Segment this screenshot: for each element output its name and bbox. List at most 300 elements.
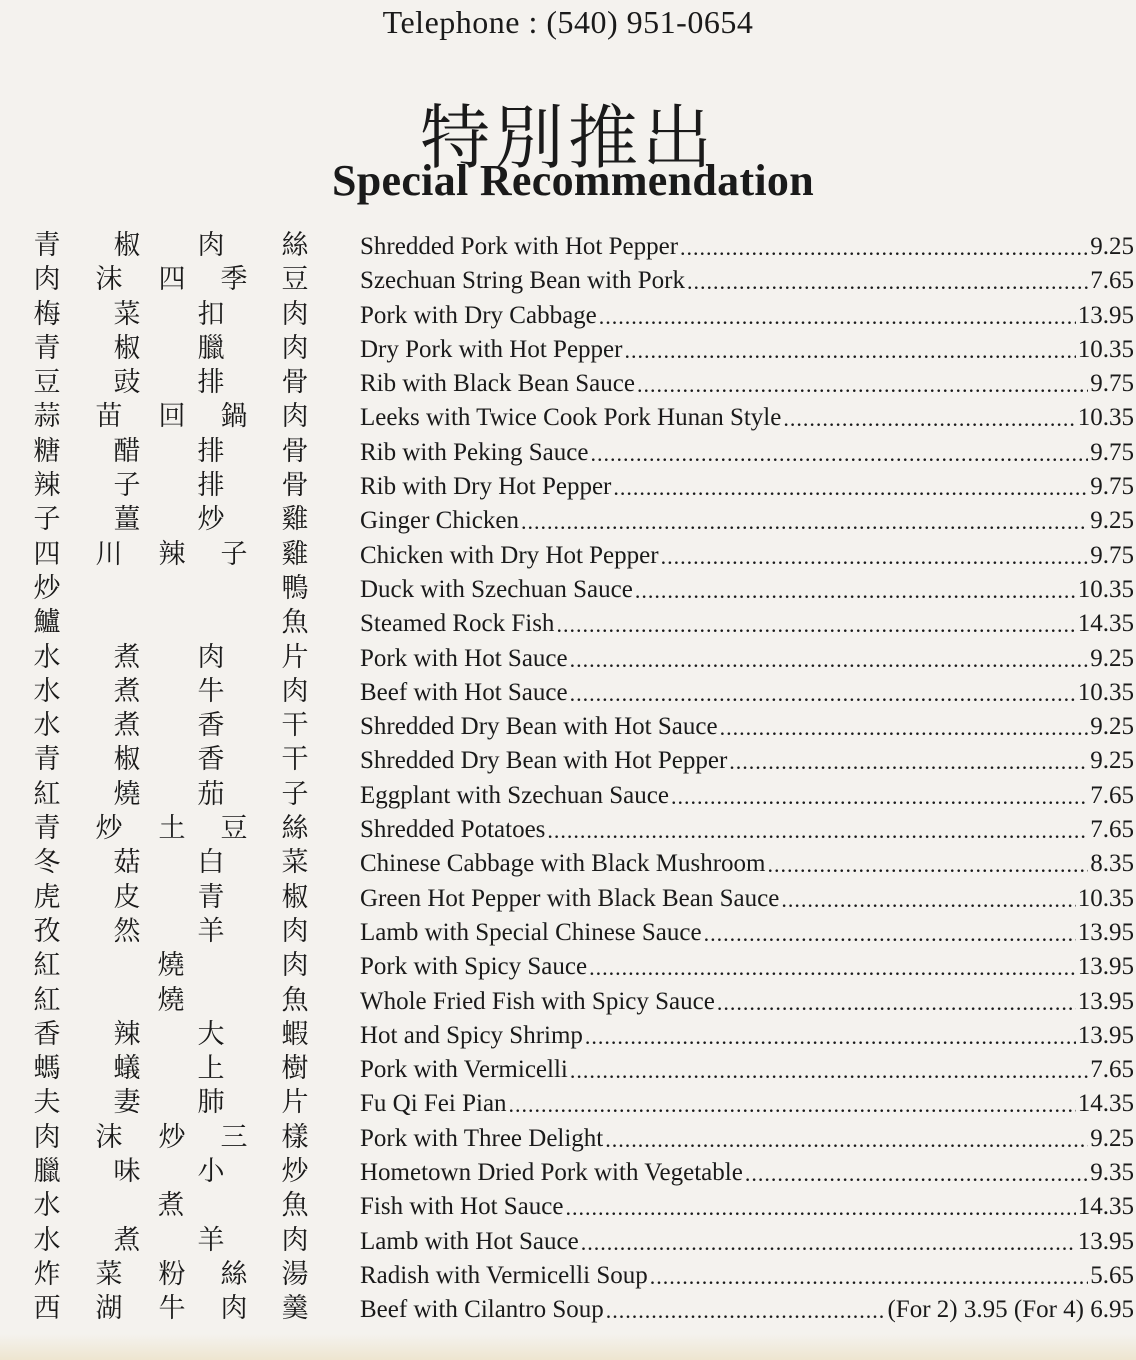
menu-item-chinese-name — [30, 434, 315, 468]
telephone-line: Telephone : (540) 951-0654 — [382, 4, 754, 40]
menu-item-price: 10.35 — [1077, 678, 1134, 706]
menu-item-name: Dry Pork with Hot Pepper — [360, 335, 623, 363]
menu-item-name: Chicken with Dry Hot Pepper — [360, 541, 659, 569]
menu-item-chinese-char: 青 — [33, 744, 61, 776]
menu-item-english — [360, 468, 1134, 502]
menu-item-chinese-char: 青 — [33, 813, 61, 845]
menu-item-english — [360, 537, 1134, 571]
menu-item-chinese-char: 四 — [158, 264, 186, 296]
menu-item-chinese-char: 香 — [197, 710, 225, 742]
menu-item-chinese-char: 香 — [33, 1018, 61, 1050]
menu-item-price: 9.75 — [1090, 541, 1134, 569]
menu-item-name: Chinese Cabbage with Black Mushroom — [360, 850, 766, 878]
menu-item-chinese-name — [30, 262, 315, 296]
menu-item-chinese-char: 肉 — [281, 298, 309, 330]
menu-item-chinese-char: 肉 — [197, 641, 225, 673]
dot-leader — [556, 611, 1075, 639]
menu-item — [0, 708, 1136, 742]
menu-item-price: 14.35 — [1077, 1193, 1134, 1221]
menu-item-chinese-char: 炒 — [33, 572, 61, 604]
menu-item-price: 5.65 — [1090, 1261, 1134, 1289]
menu-item — [0, 845, 1136, 879]
menu-item-chinese-char: 豆 — [33, 367, 61, 399]
menu-item-chinese-char: 絲 — [281, 230, 309, 261]
menu-item-chinese-char: 排 — [197, 435, 225, 467]
menu-item-english — [360, 571, 1134, 605]
menu-item-name: Fish with Hot Sauce — [360, 1193, 564, 1221]
menu-item-chinese-char: 大 — [197, 1018, 225, 1050]
menu-item-chinese-char: 味 — [113, 1156, 141, 1188]
dot-leader — [783, 405, 1075, 433]
menu-item-price: 7.65 — [1090, 781, 1134, 809]
menu-item-chinese-char: 水 — [33, 675, 61, 707]
menu-item-english — [360, 742, 1134, 776]
menu-item-price: 9.35 — [1090, 1159, 1134, 1187]
dot-leader — [768, 851, 1089, 879]
menu-item — [0, 811, 1136, 845]
menu-item-chinese-char: 薑 — [113, 504, 141, 536]
menu-item-chinese-char: 沫 — [95, 1121, 123, 1153]
menu-item — [0, 880, 1136, 914]
menu-item-price: 9.25 — [1090, 1124, 1134, 1152]
menu-item-chinese-name — [30, 1154, 315, 1188]
dot-leader — [661, 543, 1089, 571]
menu-item-english — [360, 1120, 1134, 1154]
dot-leader — [729, 748, 1088, 776]
dot-leader — [781, 886, 1075, 914]
menu-item-chinese-char: 鍋 — [220, 401, 248, 433]
menu-item-name: Shredded Potatoes — [360, 816, 546, 844]
menu-item-chinese-name — [30, 845, 315, 879]
menu-item — [0, 777, 1136, 811]
menu-item — [0, 262, 1136, 296]
menu-item-name: Fu Qi Fei Pian — [360, 1090, 507, 1118]
dot-leader — [590, 440, 1088, 468]
menu-item-name: Green Hot Pepper with Black Bean Sauce — [360, 884, 780, 912]
menu-item-chinese-name — [30, 1051, 315, 1085]
menu-item-chinese-char: 青 — [197, 881, 225, 913]
menu-item-chinese-char: 苗 — [95, 401, 123, 433]
menu-item-chinese-char: 樹 — [281, 1053, 309, 1085]
menu-item-chinese-char: 扣 — [197, 298, 225, 330]
menu-item-price: 9.25 — [1090, 507, 1134, 535]
menu-item-name: Pork with Hot Sauce — [360, 644, 568, 672]
menu-item-chinese-name — [30, 228, 315, 262]
menu-item-chinese-char: 燒 — [157, 950, 185, 982]
menu-item-chinese-char: 肉 — [33, 264, 61, 296]
dot-leader — [521, 508, 1088, 536]
menu-list — [0, 228, 1136, 1326]
menu-item-chinese-char: 水 — [33, 641, 61, 673]
menu-item-chinese-char: 豆 — [220, 813, 248, 845]
menu-item-chinese-name — [30, 1120, 315, 1154]
menu-item-chinese-name — [30, 983, 315, 1017]
menu-item-english — [360, 1188, 1134, 1222]
menu-item-chinese-char: 冬 — [33, 847, 61, 879]
menu-item-chinese-char: 孜 — [33, 915, 61, 947]
menu-item-chinese-name — [30, 1085, 315, 1119]
menu-item-chinese-name — [30, 331, 315, 365]
menu-item-price: 10.35 — [1077, 575, 1134, 603]
dot-leader — [720, 714, 1089, 742]
menu-item-chinese-char: 豆 — [281, 264, 309, 296]
menu-item-price: 9.75 — [1090, 438, 1134, 466]
menu-item-english — [360, 880, 1134, 914]
menu-item-chinese-name — [30, 605, 315, 639]
menu-item-chinese-char: 辣 — [113, 1018, 141, 1050]
menu-item-name: Shredded Dry Bean with Hot Pepper — [360, 747, 728, 775]
menu-item-price: 9.25 — [1090, 644, 1134, 672]
menu-item-price: 9.75 — [1090, 473, 1134, 501]
menu-item-chinese-name — [30, 1223, 315, 1257]
menu-item-chinese-char: 湖 — [95, 1293, 123, 1325]
dot-leader — [637, 371, 1088, 399]
menu-item-english — [360, 674, 1134, 708]
menu-item-price: 13.95 — [1077, 918, 1134, 946]
menu-item-chinese-char: 椒 — [113, 332, 141, 364]
menu-item — [0, 742, 1136, 776]
menu-item-english — [360, 605, 1134, 639]
menu-item-chinese-char: 青 — [33, 332, 61, 364]
dot-leader — [570, 680, 1076, 708]
menu-item-chinese-name — [30, 468, 315, 502]
menu-item-chinese-char: 豉 — [113, 367, 141, 399]
menu-item-chinese-char: 魚 — [281, 984, 309, 1016]
menu-item-chinese-char: 回 — [158, 401, 186, 433]
menu-item-name: Rib with Black Bean Sauce — [360, 370, 635, 398]
menu-item-name: Shredded Pork with Hot Pepper — [360, 233, 679, 260]
menu-item-price: 13.95 — [1077, 1227, 1134, 1255]
menu-item-chinese-char: 排 — [197, 470, 225, 502]
menu-item-chinese-char: 干 — [281, 744, 309, 776]
menu-item-chinese-char: 煮 — [113, 675, 141, 707]
menu-item-english — [360, 1223, 1134, 1257]
menu-item-chinese-name — [30, 708, 315, 742]
menu-item-chinese-name — [30, 674, 315, 708]
menu-item-chinese-char: 肉 — [281, 332, 309, 364]
menu-item-chinese-char: 雞 — [281, 504, 309, 536]
menu-item-chinese-char: 煮 — [157, 1190, 185, 1222]
dot-leader — [605, 1126, 1088, 1154]
menu-item-chinese-char: 土 — [158, 813, 186, 845]
menu-item-name: Eggplant with Szechuan Sauce — [360, 781, 669, 809]
menu-item-price: 7.65 — [1090, 1056, 1134, 1084]
menu-item-chinese-char: 燒 — [113, 778, 141, 810]
dot-leader — [585, 1023, 1076, 1051]
menu-item-english — [360, 365, 1134, 399]
dot-leader — [570, 1057, 1088, 1085]
menu-item — [0, 1223, 1136, 1257]
menu-item-chinese-char: 炒 — [95, 813, 123, 845]
menu-item-chinese-char: 紅 — [33, 778, 61, 810]
menu-item-price: 10.35 — [1077, 884, 1134, 912]
page-title: Special Recommendation — [331, 156, 814, 205]
menu-item-chinese-char: 炒 — [158, 1121, 186, 1153]
dot-leader — [680, 234, 1088, 262]
menu-item — [0, 468, 1136, 502]
menu-item-chinese-char: 水 — [33, 1224, 61, 1256]
menu-item-chinese-name — [30, 948, 315, 982]
menu-item — [0, 399, 1136, 433]
menu-item-english — [360, 1017, 1134, 1051]
menu-item-price: 13.95 — [1077, 1021, 1134, 1049]
dot-leader — [613, 474, 1088, 502]
menu-item-name: Leeks with Twice Cook Pork Hunan Style — [360, 404, 782, 432]
menu-item-price: 9.25 — [1090, 747, 1134, 775]
menu-item — [0, 1257, 1136, 1291]
menu-item-name: Duck with Szechuan Sauce — [360, 575, 633, 603]
menu-item-chinese-char: 干 — [281, 710, 309, 742]
menu-item — [0, 1017, 1136, 1051]
menu-item-name: Lamb with Hot Sauce — [360, 1227, 579, 1255]
menu-item-english — [360, 1051, 1134, 1085]
menu-item-chinese-char: 絲 — [281, 813, 309, 845]
page-bottom-edge — [0, 1334, 1136, 1360]
menu-item-name: Whole Fried Fish with Spicy Sauce — [360, 987, 715, 1015]
menu-item-english — [360, 983, 1134, 1017]
menu-item-price: 13.95 — [1077, 987, 1134, 1015]
menu-item-chinese-char: 糖 — [33, 435, 61, 467]
menu-item-chinese-char: 子 — [33, 504, 61, 536]
menu-item-name: Lamb with Special Chinese Sauce — [360, 918, 702, 946]
dot-leader — [599, 303, 1076, 331]
menu-item-price: (For 2) 3.95 (For 4) 6.95 — [887, 1296, 1134, 1324]
menu-item-name: Beef with Hot Sauce — [360, 678, 568, 706]
dot-leader — [581, 1229, 1076, 1257]
menu-item-chinese-char: 紅 — [33, 950, 61, 982]
menu-item-chinese-char: 片 — [281, 641, 309, 673]
menu-item-chinese-char: 肉 — [281, 1224, 309, 1256]
menu-item — [0, 297, 1136, 331]
menu-item-chinese-char: 肉 — [33, 1121, 61, 1153]
menu-item-chinese-char: 子 — [113, 470, 141, 502]
menu-item-price: 13.95 — [1077, 301, 1134, 329]
menu-item — [0, 434, 1136, 468]
dot-leader — [687, 268, 1088, 296]
menu-item-name: Szechuan String Bean with Pork — [360, 267, 685, 295]
menu-item-chinese-char: 鴨 — [281, 572, 309, 604]
menu-item-price: 8.35 — [1090, 850, 1134, 878]
menu-item-chinese-name — [30, 1291, 315, 1325]
menu-item-chinese-char: 燒 — [157, 984, 185, 1016]
menu-item-price: 10.35 — [1077, 404, 1134, 432]
menu-item-chinese-char: 炒 — [281, 1156, 309, 1188]
menu-item-chinese-char: 肉 — [220, 1293, 248, 1325]
menu-item-chinese-char: 三 — [220, 1121, 248, 1153]
menu-item-english — [360, 640, 1134, 674]
menu-item-english — [360, 1257, 1134, 1291]
menu-item-chinese-char: 椒 — [281, 881, 309, 913]
menu-item-chinese-name — [30, 1188, 315, 1222]
dot-leader — [650, 1263, 1089, 1291]
menu-item-chinese-char: 茄 — [197, 778, 225, 810]
dot-leader — [565, 1194, 1075, 1222]
menu-item-name: Ginger Chicken — [360, 507, 519, 535]
menu-item-price: 9.75 — [1090, 370, 1134, 398]
menu-item-price: 13.95 — [1077, 953, 1134, 981]
menu-item-chinese-name — [30, 365, 315, 399]
menu-item — [0, 948, 1136, 982]
menu-item-chinese-char: 小 — [197, 1156, 225, 1188]
menu-item-chinese-name — [30, 537, 315, 571]
menu-item-price: 10.35 — [1077, 335, 1134, 363]
menu-item-price: 14.35 — [1077, 610, 1134, 638]
menu-item-chinese-char: 椒 — [113, 230, 141, 261]
dot-leader — [509, 1091, 1076, 1119]
menu-item-chinese-char: 西 — [33, 1293, 61, 1325]
menu-item — [0, 1188, 1136, 1222]
menu-item-name: Pork with Spicy Sauce — [360, 953, 588, 981]
menu-item-english — [360, 1085, 1134, 1119]
menu-item-english — [360, 399, 1134, 433]
menu-item-chinese-name — [30, 742, 315, 776]
menu-item-chinese-char: 臘 — [33, 1156, 61, 1188]
menu-item-chinese-char: 水 — [33, 710, 61, 742]
menu-item-chinese-char: 牛 — [197, 675, 225, 707]
menu-item-name: Pork with Vermicelli — [360, 1056, 568, 1084]
menu-item-price: 7.65 — [1090, 267, 1134, 295]
menu-item-price: 7.65 — [1090, 816, 1134, 844]
menu-item — [0, 1154, 1136, 1188]
menu-item-chinese-char: 骨 — [281, 367, 309, 399]
menu-item-chinese-char: 白 — [197, 847, 225, 879]
menu-item-chinese-char: 梅 — [33, 298, 61, 330]
menu-item-chinese-char: 排 — [197, 367, 225, 399]
menu-item-price: 14.35 — [1077, 1090, 1134, 1118]
menu-item-chinese-char: 水 — [33, 1190, 61, 1222]
dot-leader — [671, 783, 1088, 811]
menu-item — [0, 502, 1136, 536]
menu-item-chinese-char: 菇 — [113, 847, 141, 879]
menu-item-chinese-char: 皮 — [113, 881, 141, 913]
menu-item-english — [360, 434, 1134, 468]
menu-item-chinese-char: 上 — [197, 1053, 225, 1085]
menu-item-chinese-char: 羊 — [197, 915, 225, 947]
menu-item-chinese-char: 菜 — [95, 1258, 123, 1290]
menu-item-chinese-char: 肉 — [281, 950, 309, 982]
menu-item-chinese-char: 季 — [220, 264, 248, 296]
menu-item-english — [360, 228, 1134, 262]
menu-item-chinese-char: 夫 — [33, 1087, 61, 1119]
menu-item-chinese-char: 牛 — [158, 1293, 186, 1325]
menu-item-chinese-char: 肉 — [281, 915, 309, 947]
menu-item-chinese-name — [30, 1017, 315, 1051]
menu-item-chinese-char: 妻 — [113, 1087, 141, 1119]
menu-item-chinese-name — [30, 777, 315, 811]
menu-item-chinese-char: 粉 — [158, 1258, 186, 1290]
menu-item-chinese-char: 片 — [281, 1087, 309, 1119]
menu-item-chinese-char: 四 — [33, 538, 61, 570]
menu-item-english — [360, 331, 1134, 365]
menu-item-chinese-name — [30, 914, 315, 948]
menu-item-chinese-char: 肉 — [197, 230, 225, 261]
menu-item-english — [360, 1291, 1134, 1325]
menu-item-chinese-char: 肺 — [197, 1087, 225, 1119]
menu-item-chinese-char: 骨 — [281, 435, 309, 467]
menu-item — [0, 674, 1136, 708]
menu-item-chinese-char: 炸 — [33, 1258, 61, 1290]
menu-item-chinese-name — [30, 399, 315, 433]
menu-item-chinese-char: 湯 — [281, 1258, 309, 1290]
menu-item-name: Shredded Dry Bean with Hot Sauce — [360, 713, 718, 741]
menu-item — [0, 914, 1136, 948]
menu-item-chinese-char: 樣 — [281, 1121, 309, 1153]
menu-item-name: Hot and Spicy Shrimp — [360, 1021, 583, 1049]
menu-item-name: Radish with Vermicelli Soup — [360, 1261, 648, 1289]
menu-item-chinese-char: 煮 — [113, 710, 141, 742]
menu-item-name: Beef with Cilantro Soup — [360, 1296, 604, 1324]
menu-item — [0, 331, 1136, 365]
menu-item-english — [360, 1154, 1134, 1188]
menu-item-chinese-char: 肉 — [281, 675, 309, 707]
page-title-chinese: 特別推出 — [420, 97, 716, 179]
menu-item-chinese-char: 沫 — [95, 264, 123, 296]
menu-item-name: Steamed Rock Fish — [360, 610, 555, 638]
dot-leader — [624, 337, 1075, 365]
menu-item-english — [360, 708, 1134, 742]
menu-item-chinese-char: 羊 — [197, 1224, 225, 1256]
dot-leader — [547, 817, 1088, 845]
menu-item-english — [360, 262, 1134, 296]
menu-item — [0, 640, 1136, 674]
menu-item-name: Rib with Peking Sauce — [360, 438, 589, 466]
menu-item-chinese-char: 羹 — [281, 1293, 309, 1325]
menu-item — [0, 365, 1136, 399]
menu-item-english — [360, 297, 1134, 331]
menu-item-chinese-name — [30, 571, 315, 605]
menu-item-chinese-char: 魚 — [281, 607, 309, 639]
menu-item-chinese-char: 煮 — [113, 1224, 141, 1256]
menu-item-english — [360, 948, 1134, 982]
menu-item-chinese-char: 青 — [33, 230, 61, 261]
menu-item-english — [360, 811, 1134, 845]
menu-item-chinese-char: 辣 — [33, 470, 61, 502]
menu-item-name: Pork with Dry Cabbage — [360, 301, 597, 329]
menu-item-chinese-char: 魚 — [281, 1190, 309, 1222]
menu-item-chinese-char: 蒜 — [33, 401, 61, 433]
dot-leader — [745, 1160, 1088, 1188]
menu-item-english — [360, 777, 1134, 811]
menu-item-chinese-char: 臘 — [197, 332, 225, 364]
menu-item-chinese-char: 蟻 — [113, 1053, 141, 1085]
menu-item — [0, 1085, 1136, 1119]
menu-item-chinese-char: 香 — [197, 744, 225, 776]
menu-item-chinese-char: 鱸 — [33, 607, 61, 639]
menu-item-chinese-name — [30, 880, 315, 914]
menu-item-chinese-char: 紅 — [33, 984, 61, 1016]
menu-item — [0, 605, 1136, 639]
menu-item-chinese-char: 川 — [95, 538, 123, 570]
menu-item-chinese-name — [30, 811, 315, 845]
dot-leader — [704, 920, 1076, 948]
menu-item-chinese-name — [30, 640, 315, 674]
menu-item — [0, 1291, 1136, 1325]
menu-item — [0, 228, 1136, 262]
menu-item-chinese-char: 肉 — [281, 401, 309, 433]
dot-leader — [635, 577, 1076, 605]
menu-item-chinese-char: 炒 — [197, 504, 225, 536]
menu-item-chinese-char: 子 — [220, 538, 248, 570]
menu-item-chinese-name — [30, 1257, 315, 1291]
menu-item-chinese-char: 菜 — [281, 847, 309, 879]
menu-item-price: 9.25 — [1090, 713, 1134, 741]
menu-item-chinese-char: 煮 — [113, 641, 141, 673]
menu-item-chinese-char: 蝦 — [281, 1018, 309, 1050]
menu-item-price: 9.25 — [1090, 233, 1134, 260]
menu-item-chinese-char: 然 — [113, 915, 141, 947]
menu-item — [0, 571, 1136, 605]
dot-leader — [589, 954, 1076, 982]
